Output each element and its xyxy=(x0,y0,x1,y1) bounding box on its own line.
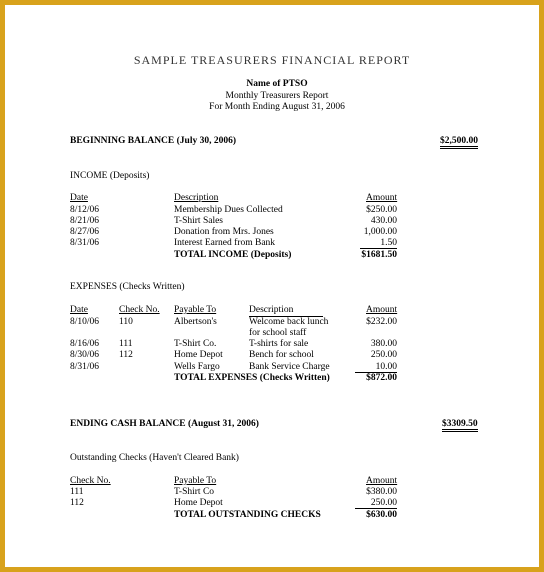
expense-row-payable: Home Depot xyxy=(174,350,223,360)
outstanding-row-payable: Home Depot xyxy=(174,498,223,508)
income-row-date: 8/27/06 xyxy=(70,227,100,237)
income-row-amount: 1.50 xyxy=(360,238,397,249)
expense-row-check: 112 xyxy=(119,350,133,360)
income-row-description: Donation from Mrs. Jones xyxy=(174,227,274,237)
outstanding-col-check: Check No. xyxy=(70,476,111,486)
income-row-amount: 430.00 xyxy=(370,216,397,226)
org-name: Name of PTSO xyxy=(246,79,308,89)
income-heading: INCOME (Deposits) xyxy=(70,171,150,181)
outstanding-row-check: 111 xyxy=(70,487,84,497)
income-col-date: Date xyxy=(70,193,88,203)
expense-row-amount: $232.00 xyxy=(366,317,397,327)
expense-row-payable: T-Shirt Co. xyxy=(174,339,217,349)
expense-row-payable: Wells Fargo xyxy=(174,362,220,372)
expense-row-check: 110 xyxy=(119,317,133,327)
income-total-amount: $1681.50 xyxy=(361,250,397,260)
income-row-amount: 1,000.00 xyxy=(363,227,397,237)
beginning-balance-amount: $2,500.00 xyxy=(440,136,478,149)
expenses-col-date: Date xyxy=(70,305,88,315)
expense-row-description-cont: for school staff xyxy=(249,328,307,338)
income-total-label: TOTAL INCOME (Deposits) xyxy=(174,250,292,260)
ending-balance-label: ENDING CASH BALANCE (August 31, 2006) xyxy=(70,419,259,429)
expense-row-description: T-shirts for sale xyxy=(249,339,309,349)
expenses-heading: EXPENSES (Checks Written) xyxy=(70,282,185,292)
outstanding-total-amount: $630.00 xyxy=(366,510,397,520)
expenses-total-amount: $872.00 xyxy=(366,373,397,383)
expense-row-amount: 250.00 xyxy=(370,350,397,360)
report-period: For Month Ending August 31, 2006 xyxy=(209,102,345,112)
expenses-col-check: Check No. xyxy=(119,305,160,315)
beginning-balance-label: BEGINNING BALANCE (July 30, 2006) xyxy=(70,136,237,146)
report-title: SAMPLE TREASURERS FINANCIAL REPORT xyxy=(133,53,411,67)
expense-row-date: 8/31/06 xyxy=(70,362,100,372)
expenses-col-description: Description xyxy=(249,305,323,317)
expense-row-description: Bench for school xyxy=(249,350,314,360)
outstanding-heading: Outstanding Checks (Haven't Cleared Bank) xyxy=(70,453,239,463)
income-row-date: 8/12/06 xyxy=(70,205,100,215)
expenses-col-amount: Amount xyxy=(366,305,398,315)
expense-row-amount: 10.00 xyxy=(355,362,397,373)
income-row-date: 8/21/06 xyxy=(70,216,100,226)
outstanding-row-check: 112 xyxy=(70,498,84,508)
outstanding-row-amount: 250.00 xyxy=(355,498,397,509)
income-col-description: Description xyxy=(174,193,219,203)
income-row-description: T-Shirt Sales xyxy=(174,216,223,226)
expense-row-description: Bank Service Charge xyxy=(249,362,330,372)
expense-row-date: 8/30/06 xyxy=(70,350,100,360)
report-subtitle: Monthly Treasurers Report xyxy=(225,91,329,101)
expense-row-description: Welcome back lunch xyxy=(249,317,329,327)
outstanding-row-payable: T-Shirt Co xyxy=(174,487,215,497)
expense-row-date: 8/16/06 xyxy=(70,339,100,349)
expense-row-check: 111 xyxy=(119,339,133,349)
expenses-col-payable: Payable To xyxy=(174,305,217,315)
income-row-amount: $250.00 xyxy=(366,205,397,215)
outstanding-row-amount: $380.00 xyxy=(366,487,397,497)
income-col-amount: Amount xyxy=(366,193,398,203)
expense-row-date: 8/10/06 xyxy=(70,317,100,327)
income-row-description: Membership Dues Collected xyxy=(174,205,283,215)
expense-row-payable: Albertson's xyxy=(174,317,217,327)
outstanding-total-label: TOTAL OUTSTANDING CHECKS xyxy=(174,510,321,520)
outstanding-col-payable: Payable To xyxy=(174,476,217,486)
ending-balance-amount: $3309.50 xyxy=(442,419,478,432)
income-row-description: Interest Earned from Bank xyxy=(174,238,276,248)
income-row-date: 8/31/06 xyxy=(70,238,100,248)
outstanding-col-amount: Amount xyxy=(366,476,398,486)
expenses-total-label: TOTAL EXPENSES (Checks Written) xyxy=(174,373,330,383)
expense-row-amount: 380.00 xyxy=(370,339,397,349)
